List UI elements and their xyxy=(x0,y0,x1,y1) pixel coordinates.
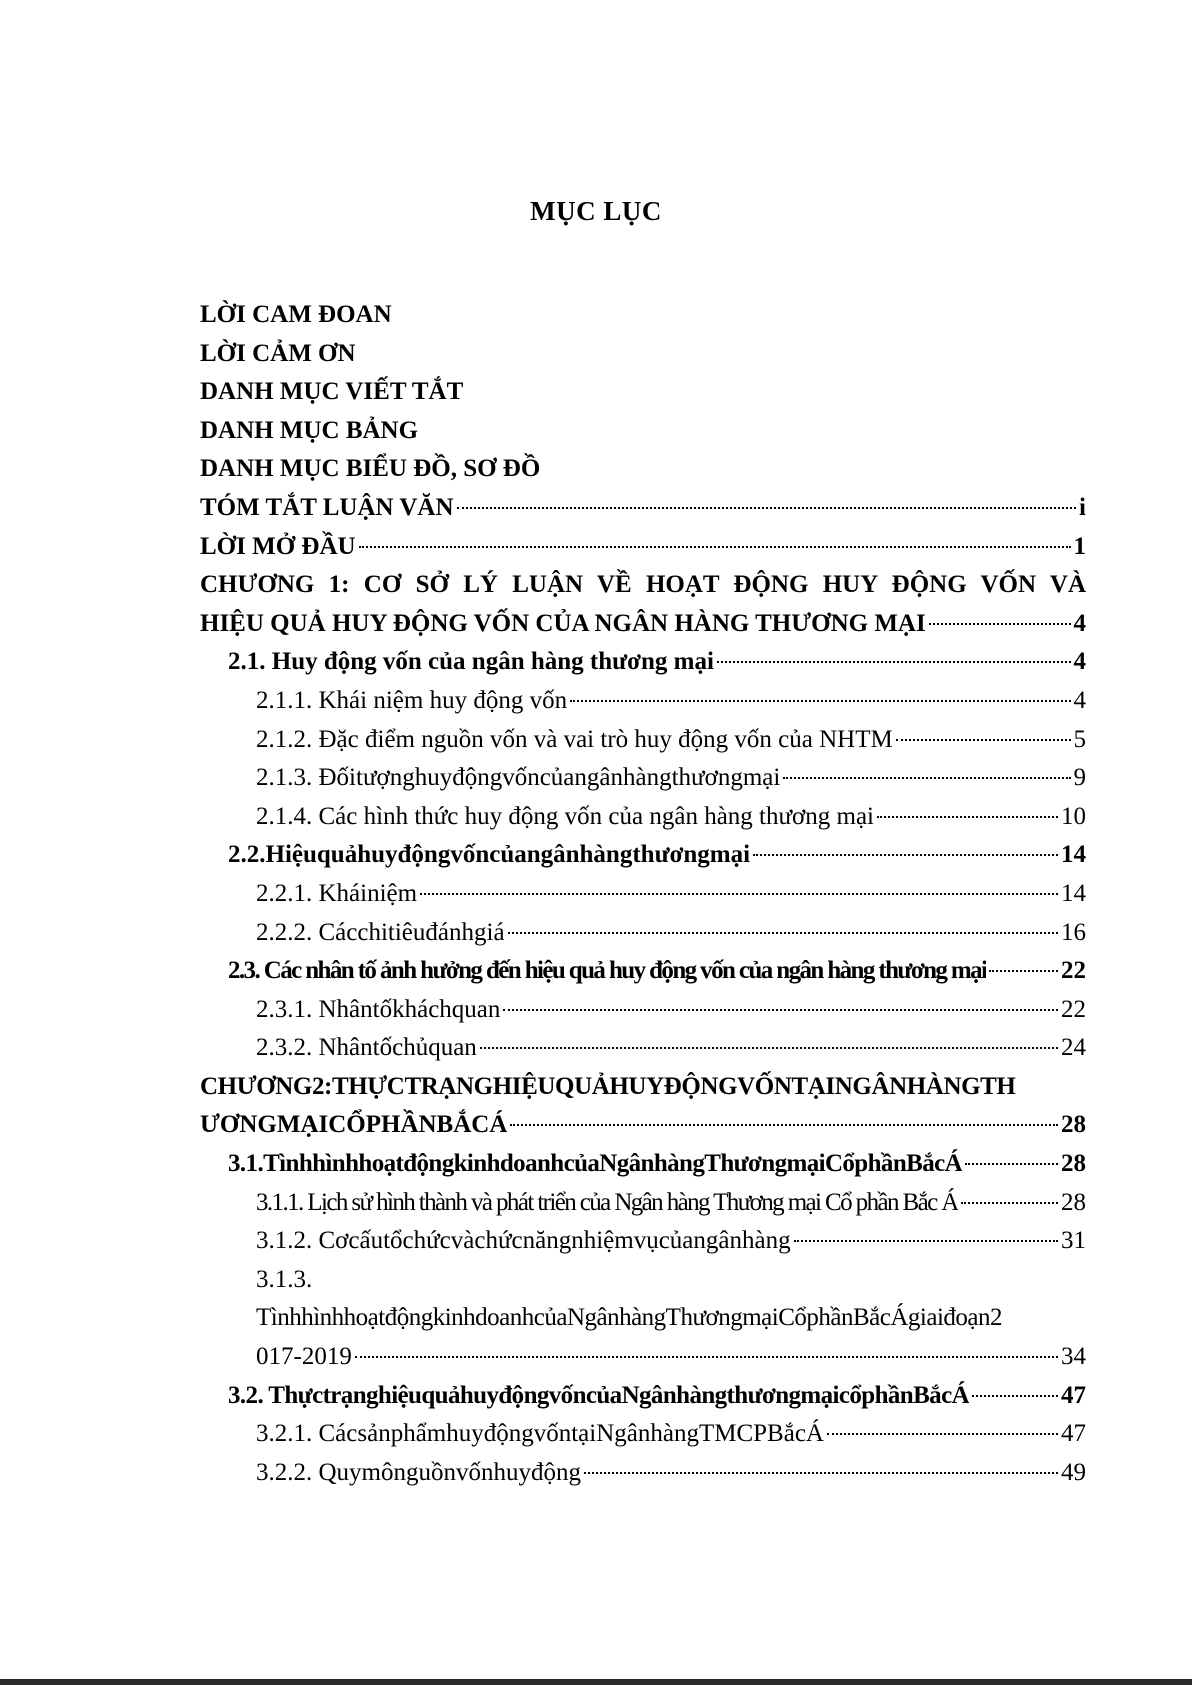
toc-label: 3.1.1. Lịch sử hình thành và phát triển của Ngân hàng Thương mại Cổ phần Bắc Á xyxy=(256,1188,958,1216)
toc-label: 3.2.1. CácsảnphẩmhuyđộngvốntạiNgânhàngTMCPBắcÁ xyxy=(256,1420,824,1448)
toc-subsection-2-2-2 xyxy=(200,914,1086,953)
dot-leader xyxy=(783,777,1070,779)
toc-label: 017-2019 xyxy=(256,1343,352,1371)
toc-label: 3.2.2. Quymônguồnvốnhuyđộng xyxy=(256,1458,581,1486)
toc-label: LỜI MỞ ĐẦU xyxy=(200,532,356,560)
toc-label: 2.1.4. Các hình thức huy động vốn của ngân hàng thương mại xyxy=(256,802,874,830)
toc-label: 2.2.2. Cácchitiêuđánhgiá xyxy=(256,918,505,946)
toc-section-3-1 xyxy=(200,1145,1086,1184)
toc-label: DANH MỤC BIỂU ĐỒ, SƠ ĐỒ xyxy=(200,455,541,483)
toc-front-matter xyxy=(200,296,1086,335)
dot-leader xyxy=(827,1433,1058,1435)
toc-chapter-1-line-1: CHƯƠNG 1: CƠ SỞ LÝ LUẬN VỀ HOẠT ĐỘNG HUY ĐỘNG VỐN VÀ xyxy=(200,571,1086,599)
toc-label: 2.3.2. Nhântốchủquan xyxy=(256,1034,477,1062)
toc-label: DANH MỤC BẢNG xyxy=(200,416,419,444)
toc-section-2-3 xyxy=(200,952,1086,991)
toc-label: 2.1. Huy động vốn của ngân hàng thương mại xyxy=(228,648,714,676)
page-title: MỤC LỤC xyxy=(530,196,662,226)
toc-label: DANH MỤC VIẾT TẮT xyxy=(200,378,464,406)
toc-entry-intro xyxy=(200,528,1086,567)
dot-leader xyxy=(570,700,1070,702)
dot-leader xyxy=(896,739,1071,741)
dot-leader xyxy=(510,1124,1058,1126)
toc-page-number: 47 xyxy=(1061,1381,1086,1409)
toc-section-2-1 xyxy=(200,643,1086,682)
toc-front-matter xyxy=(200,450,1086,489)
dot-leader xyxy=(457,507,1077,509)
toc-page-number: 28 xyxy=(1061,1111,1086,1139)
toc-subsection-2-1-3 xyxy=(200,759,1086,798)
toc-subsection-3-1-3-line-1: 3.1.3. xyxy=(256,1265,313,1293)
dot-leader xyxy=(503,1009,1058,1011)
toc-page-number: 31 xyxy=(1061,1227,1086,1255)
toc-subsection-3-1-2 xyxy=(200,1222,1086,1261)
toc-label: 2.1.2. Đặc điểm nguồn vốn và vai trò huy động vốn của NHTM xyxy=(256,725,893,753)
toc-page-number: 34 xyxy=(1061,1343,1086,1371)
toc-page-number: 47 xyxy=(1061,1420,1086,1448)
dot-leader xyxy=(753,854,1058,856)
toc-page-number: 10 xyxy=(1061,802,1086,830)
toc-page-number: 4 xyxy=(1073,648,1086,676)
toc-page-number: i xyxy=(1079,493,1086,521)
toc-label: ƯƠNGMẠICỔPHẦNBẮCÁ xyxy=(200,1111,508,1139)
page-bottom-edge xyxy=(0,1679,1192,1685)
toc-subsection-3-1-1 xyxy=(200,1184,1086,1223)
dot-leader xyxy=(359,546,1071,548)
toc-page-number: 16 xyxy=(1061,918,1086,946)
toc-label: 2.3.1. Nhântốkháchquan xyxy=(256,995,501,1023)
toc-chapter-2-line-1: CHƯƠNG2:THỰCTRẠNGHIỆUQUẢHUYĐỘNGVỐNTẠINGÂNHÀNGTH xyxy=(200,1072,1016,1100)
dot-leader xyxy=(480,1047,1058,1049)
toc-subsection-2-3-1 xyxy=(200,991,1086,1030)
toc-chapter-1 xyxy=(200,605,1086,644)
toc-label: 2.3. Các nhân tố ảnh hưởng đến hiệu quả huy động vốn của ngân hàng thương mại xyxy=(228,957,987,985)
toc-subsection-2-1-4 xyxy=(200,798,1086,837)
dot-leader xyxy=(961,1202,1058,1204)
toc-page-number: 14 xyxy=(1061,879,1086,907)
toc-label: 2.1.1. Khái niệm huy động vốn xyxy=(256,686,568,714)
dot-leader xyxy=(877,816,1058,818)
toc-page-number: 1 xyxy=(1073,532,1086,560)
toc-chapter-2 xyxy=(200,1106,1086,1145)
toc-page-number: 49 xyxy=(1061,1458,1086,1486)
toc-subsection-3-2-1 xyxy=(200,1415,1086,1454)
toc-label: 3.1.2. Cơcấutổchứcvàchứcnăngnhiệmvụcủangânhàng xyxy=(256,1227,791,1255)
toc-page-number: 28 xyxy=(1061,1188,1086,1216)
toc-label: HIỆU QUẢ HUY ĐỘNG VỐN CỦA NGÂN HÀNG THƯƠNG MẠI xyxy=(200,609,926,637)
toc-page-number: 9 xyxy=(1073,764,1086,792)
dot-leader xyxy=(584,1472,1058,1474)
toc-label: 3.2. ThựctrạnghiệuquảhuyđộngvốncủaNgânhàngthươngmạicổphầnBắcÁ xyxy=(228,1381,970,1409)
toc-subsection-2-1-1 xyxy=(200,682,1086,721)
toc-label: TÓM TẮT LUẬN VĂN xyxy=(200,493,454,521)
toc-subsection-2-3-2 xyxy=(200,1029,1086,1068)
toc-front-matter xyxy=(200,373,1086,412)
dot-leader xyxy=(717,661,1071,663)
dot-leader xyxy=(794,1240,1058,1242)
toc-page-number: 24 xyxy=(1061,1034,1086,1062)
dot-leader xyxy=(965,1163,1058,1165)
toc-section-2-2 xyxy=(200,836,1086,875)
toc-label: LỜI CẢM ƠN xyxy=(200,339,356,367)
dot-leader xyxy=(929,623,1071,625)
toc-subsection-2-2-1 xyxy=(200,875,1086,914)
toc-page-number: 28 xyxy=(1061,1150,1086,1178)
toc-label: LỜI CAM ĐOAN xyxy=(200,301,392,328)
dot-leader xyxy=(420,893,1058,895)
dot-leader xyxy=(989,970,1058,972)
dot-leader xyxy=(355,1356,1058,1358)
table-of-contents xyxy=(200,296,1086,1492)
toc-label: 3.1.Tìnhhìnhhoạtđộngkinhdoanhcủa​NgânhàngThươngmạiCổphầnBắcÁ xyxy=(228,1150,963,1178)
toc-page-number: 4 xyxy=(1073,609,1086,637)
dot-leader xyxy=(508,932,1058,934)
toc-entry-summary xyxy=(200,489,1086,528)
dot-leader xyxy=(972,1395,1058,1397)
toc-front-matter xyxy=(200,335,1086,374)
toc-label: 2.2.1. Kháiniệm xyxy=(256,879,418,907)
toc-page-number: 5 xyxy=(1073,725,1086,753)
toc-subsection-3-2-2 xyxy=(200,1454,1086,1493)
toc-label: 2.1.3. Đốitượnghuyđộngvốncủangânhàngthươngmại xyxy=(256,764,781,792)
toc-page-number: 4 xyxy=(1073,686,1086,714)
toc-subsection-3-1-3 xyxy=(200,1338,1086,1377)
toc-page-number: 22 xyxy=(1061,995,1086,1023)
toc-section-3-2 xyxy=(200,1377,1086,1416)
toc-page-number: 14 xyxy=(1061,841,1086,869)
toc-front-matter xyxy=(200,412,1086,451)
toc-subsection-3-1-3-line-2: TìnhhìnhhoạtđộngkinhdoanhcủaNgânhàngThươngmạiCổphầnBắcÁgiaiđoạn2 xyxy=(256,1304,1002,1332)
toc-page-number: 22 xyxy=(1061,957,1086,985)
toc-subsection-2-1-2 xyxy=(200,721,1086,760)
toc-label: 2.2.Hiệuquảhuyđộngvốncủangânhàngthươngmại xyxy=(228,841,751,869)
